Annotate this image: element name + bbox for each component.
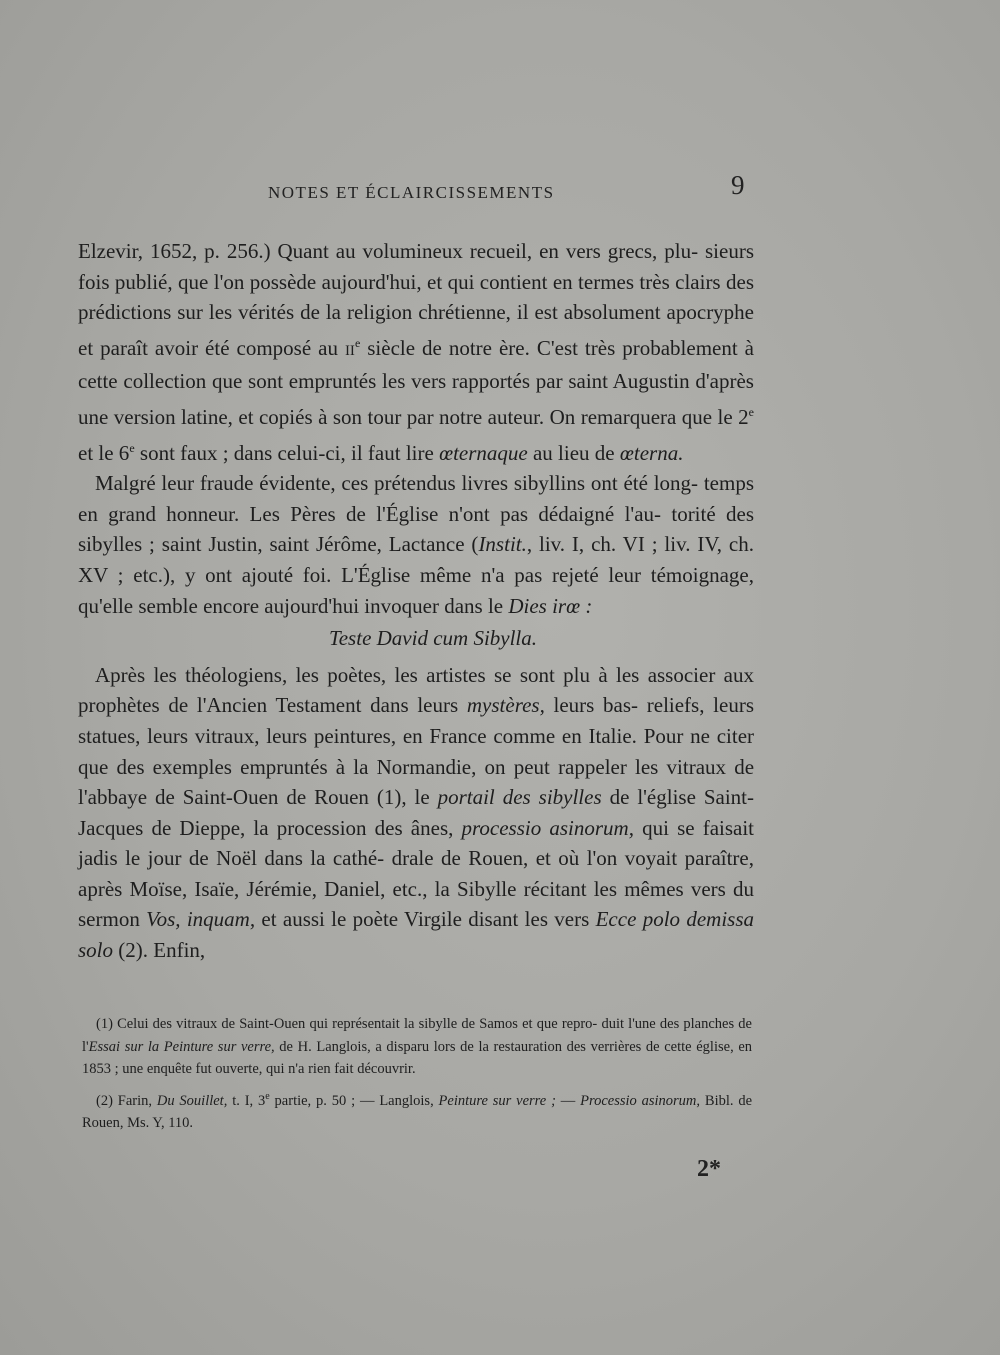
italic-term: des sibylles (502, 785, 602, 810)
italic-term: Peinture sur verre ; (438, 1092, 556, 1109)
text-line: et aussi le poète Virgile disant les vers (261, 907, 596, 932)
text-line: le (487, 593, 509, 618)
text-line: très clairs des prédictions sur les vérités de la religion chrétienne, il est (78, 269, 754, 325)
italic-term: Vos, inquam, (146, 907, 256, 932)
footnotes (82, 1013, 752, 1134)
footnote-2 (82, 1086, 752, 1135)
superscript: e (354, 335, 361, 350)
text-line: de l'église Saint-Jacques de Dieppe, la procession des ânes, (78, 785, 755, 840)
superscript: e (129, 440, 135, 455)
text-line: drale de Rouen, et où l'on voyait paraître, après Moïse, Isaïe, Jérémie, (78, 846, 755, 901)
footnote-line: — (555, 1092, 576, 1109)
text-line: qui se faisait jadis le jour de Noël dans la cathé- (78, 815, 755, 871)
text-line: Italie. Pour ne citer que des exemples empruntés à la Normandie, on peut (78, 723, 755, 779)
footnote-line: (2) Farin, (96, 1092, 157, 1109)
text-line: ch. VI ; liv. IV, ch. XV ; etc.), y ont ajouté foi. L'Église même n'a pas (78, 532, 755, 587)
footnote-line: duit l'une des planches de l' (82, 1016, 752, 1055)
century-numeral: II (344, 342, 355, 359)
text-line: rappeler les vitraux de l'abbaye de Saint-Ouen de Rouen (1), le (78, 754, 755, 810)
text-line: son tour par notre auteur. On remarquera que le 2 (332, 404, 749, 429)
text-line: dans celui-ci, il faut lire (233, 440, 440, 465)
text-line: , liv. I, (526, 532, 585, 557)
paragraph-3 (78, 660, 754, 966)
text-line: torité des sibylles ; saint Justin, saint Jérôme, Lactance ( (78, 501, 755, 557)
text-line: vers rapportés par saint Augustin d'après une version latine, et copiés à (78, 369, 754, 429)
signature-mark: 2* (697, 1156, 721, 1182)
italic-term: portail (437, 785, 495, 810)
text-line: aux prophètes de l'Ancien Testament dans leurs (78, 662, 754, 718)
paragraph-2 (78, 468, 754, 621)
text-line: Elzevir, 1652, p. 256.) Quant au volumineux recueil, en vers grecs, plu- (78, 239, 699, 263)
text-line: temps en grand honneur. Les Pères de l'Église n'ont pas dédaigné l'au- (78, 471, 754, 526)
text-line: reliefs, leurs statues, leurs vitraux, leurs peintures, en France comme en (78, 693, 754, 748)
text-line: leurs bas- (544, 693, 639, 718)
text-line: Daniel, etc., la Sibylle récitant les mêmes vers du sermon (78, 876, 754, 932)
text-line: sont faux ; (134, 440, 229, 465)
italic-term: processio asinorum, (461, 815, 634, 840)
italic-term: Ecce polo demissa solo (78, 907, 754, 963)
italic-term: mystères, (466, 693, 545, 718)
italic-term: Processio asinorum, (580, 1092, 701, 1109)
paragraph-1 (78, 236, 754, 468)
text-line: rejeté leur témoignage, qu'elle semble encore aujourd'hui invoquer dans (78, 562, 754, 618)
text-line: et le 6 (78, 440, 130, 465)
italic-term: œternaque (439, 440, 528, 465)
footnote-line: qui n'a rien fait découvrir. (266, 1061, 416, 1077)
italic-term: Dies irœ : (508, 593, 593, 618)
footnote-line: Bibl. de Rouen, Ms. Y, 110. (82, 1092, 753, 1131)
italic-term: Instit. (478, 532, 527, 557)
footnote-1 (82, 1013, 752, 1081)
italic-term: œterna. (619, 440, 684, 465)
superscript: e (748, 404, 754, 419)
text-line: siècle de notre (360, 335, 492, 360)
text-line: (2). Enfin, (113, 938, 206, 963)
page-number: 9 (731, 170, 745, 200)
text-line: au lieu de (527, 440, 620, 465)
footnote-line: (1) Celui des vitraux de Saint-Ouen qui représentait la sibylle de Samos et que repro- (96, 1016, 598, 1032)
footnote-line: partie, p. 50 ; — Langlois, (269, 1092, 439, 1109)
text-line: ère. C'est très probablement à cette collection que sont empruntés les (78, 335, 754, 394)
italic-term: Du Souillet, (156, 1092, 228, 1109)
text-line: Malgré leur fraude évidente, ces prétendus livres sibyllins ont été long- (95, 471, 699, 496)
italic-term: Essai sur la Peinture sur verre, (88, 1038, 275, 1055)
footnote-line: t. I, 3 (227, 1092, 266, 1109)
footnote-line: de H. Langlois, a disparu (274, 1038, 430, 1055)
text-line: sieurs fois publié, que l'on possède aujourd'hui, et qui contient en termes (78, 239, 754, 294)
footnote-line: lors de la restauration des verrières de cette église, en 1853 ; une enquête fut ouverte, (82, 1038, 753, 1077)
main-text (78, 236, 754, 966)
superscript: e (265, 1090, 270, 1102)
text-line: Après les théologiens, les poètes, les artistes se sont plu à les associer (95, 662, 716, 687)
quotation-line: Teste David cum Sibylla. (328, 626, 538, 651)
running-title: NOTES ET ÉCLAIRCISSEMENTS (268, 183, 555, 202)
text-line: absolument apocryphe et paraît avoir été composé au (78, 300, 755, 360)
